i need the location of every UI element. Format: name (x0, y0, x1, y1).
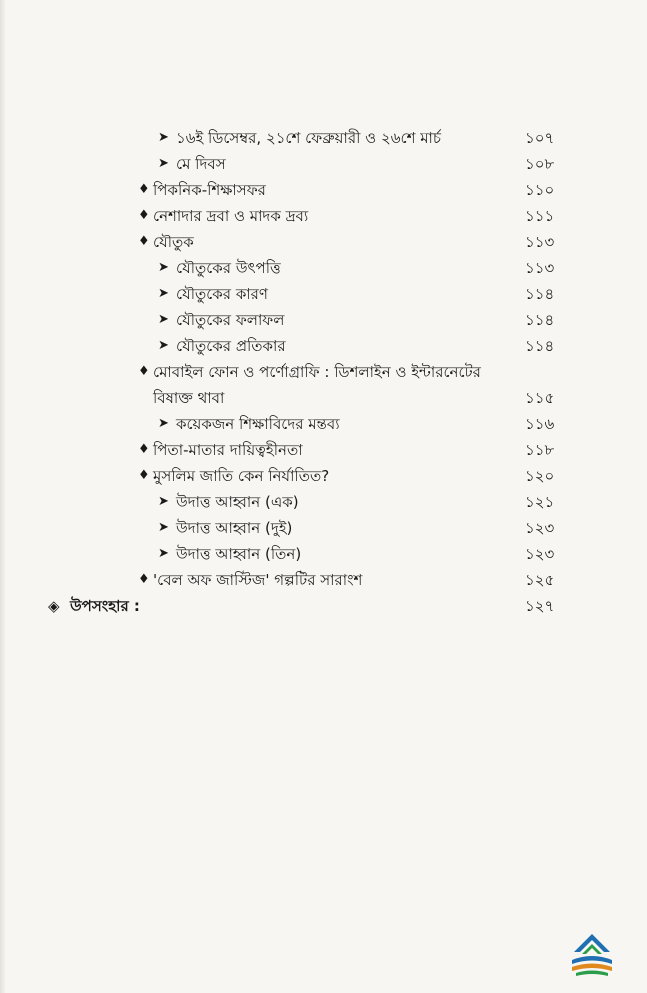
arrow-bullet-icon: ➤ (158, 416, 169, 431)
toc-title: ১৬ই ডিসেম্বর, ২১শে ফেব্রুয়ারী ও ২৬শে মার্চ (176, 129, 441, 147)
arrow-bullet-icon: ➤ (158, 130, 169, 145)
toc-row[interactable] (0, 203, 647, 229)
toc-row[interactable] (0, 359, 647, 385)
toc-title: উপসংহার : (70, 597, 140, 615)
diamond-bullet-icon: ♦ (138, 234, 150, 249)
diamond-bullet-icon: ♦ (138, 468, 150, 483)
toc-page-number: ১২৫ (525, 571, 555, 589)
toc-title: যৌতুকের প্রতিকার (176, 337, 286, 355)
toc-row[interactable] (0, 229, 647, 255)
diamond-bullet-icon: ♦ (138, 208, 150, 223)
toc-row[interactable] (0, 255, 647, 281)
toc-row[interactable] (0, 463, 647, 489)
toc-page-number: ১০৭ (525, 129, 555, 147)
toc-title: যৌতুক (153, 233, 194, 251)
arrow-bullet-icon: ➤ (158, 156, 169, 171)
toc-page-number: ১১৬ (525, 415, 555, 433)
publisher-logo-icon (566, 930, 618, 980)
toc-page-number: ১২৩ (525, 519, 555, 537)
toc-title: পিতা-মাতার দায়িত্বহীনতা (153, 441, 303, 459)
toc-row[interactable] (0, 281, 647, 307)
toc-row[interactable] (0, 151, 647, 177)
toc-page-number: ১১৪ (525, 311, 555, 329)
toc-title: যৌতুকের ফলাফল (176, 311, 285, 329)
toc-page-number: ১১১ (525, 207, 555, 225)
toc-page-number: ১২১ (525, 493, 555, 511)
toc-row[interactable] (0, 489, 647, 515)
toc-row[interactable] (0, 385, 647, 411)
toc-page-number: ১১৪ (525, 285, 555, 303)
toc-page-number: ১১০ (525, 181, 555, 199)
toc-row[interactable] (0, 541, 647, 567)
toc-row[interactable] (0, 593, 647, 619)
toc-row[interactable] (0, 333, 647, 359)
toc-page-number: ১২০ (525, 467, 555, 485)
toc-title: মোবাইল ফোন ও পর্ণোগ্রাফি : ডিশলাইন ও ইন্টারনেটের (153, 363, 481, 381)
toc-title: উদাত্ত আহ্বান (তিন) (176, 545, 302, 563)
toc-title: নেশাদার দ্রবা ও মাদক দ্রব্য (153, 207, 309, 225)
toc-row[interactable] (0, 437, 647, 463)
toc-title: যৌতুকের কারণ (176, 285, 268, 303)
toc-title: কয়েকজন শিক্ষাবিদের মন্তব্য (176, 415, 340, 433)
toc-page-number: ১১৩ (525, 259, 555, 277)
arrow-bullet-icon: ➤ (158, 338, 169, 353)
diamond-bullet-icon: ♦ (138, 572, 150, 587)
arrow-bullet-icon: ➤ (158, 260, 169, 275)
toc-row[interactable] (0, 411, 647, 437)
diamond-bullet-icon: ♦ (138, 364, 150, 379)
arrow-bullet-icon: ➤ (158, 546, 169, 561)
toc-title: পিকনিক-শিক্ষাসফর (153, 181, 266, 199)
arrow-bullet-icon: ➤ (158, 520, 169, 535)
toc-title: মুসলিম জাতি কেন নির্যাতিত? (153, 467, 330, 485)
arrow-bullet-icon: ➤ (158, 286, 169, 301)
toc-title: যৌতুকের উৎপত্তি (176, 259, 281, 277)
toc-title: 'বেল অফ জাস্টিজ' গল্পটির সারাংশ (153, 571, 363, 589)
toc-page-number: ১১৫ (525, 389, 555, 407)
toc-page-number: ১১৮ (525, 441, 555, 459)
toc-row[interactable] (0, 515, 647, 541)
toc-title: বিষাক্ত থাবা (153, 389, 225, 407)
toc-page-number: ১১৪ (525, 337, 555, 355)
toc-row[interactable] (0, 307, 647, 333)
toc-page-number: ১২৭ (525, 597, 555, 615)
toc-row[interactable] (0, 177, 647, 203)
ornament-bullet-icon: ◈ (48, 597, 60, 615)
toc-title: উদাত্ত আহ্বান (দুই) (176, 519, 293, 537)
toc-page-number: ১১৩ (525, 233, 555, 251)
toc-title: মে দিবস (176, 155, 226, 173)
toc-row[interactable] (0, 125, 647, 151)
diamond-bullet-icon: ♦ (138, 182, 150, 197)
arrow-bullet-icon: ➤ (158, 312, 169, 327)
toc-title: উদাত্ত আহ্বান (এক) (176, 493, 299, 511)
diamond-bullet-icon: ♦ (138, 442, 150, 457)
toc-row[interactable] (0, 567, 647, 593)
arrow-bullet-icon: ➤ (158, 494, 169, 509)
toc-page-number: ১২৩ (525, 545, 555, 563)
toc-page-number: ১০৮ (525, 155, 555, 173)
